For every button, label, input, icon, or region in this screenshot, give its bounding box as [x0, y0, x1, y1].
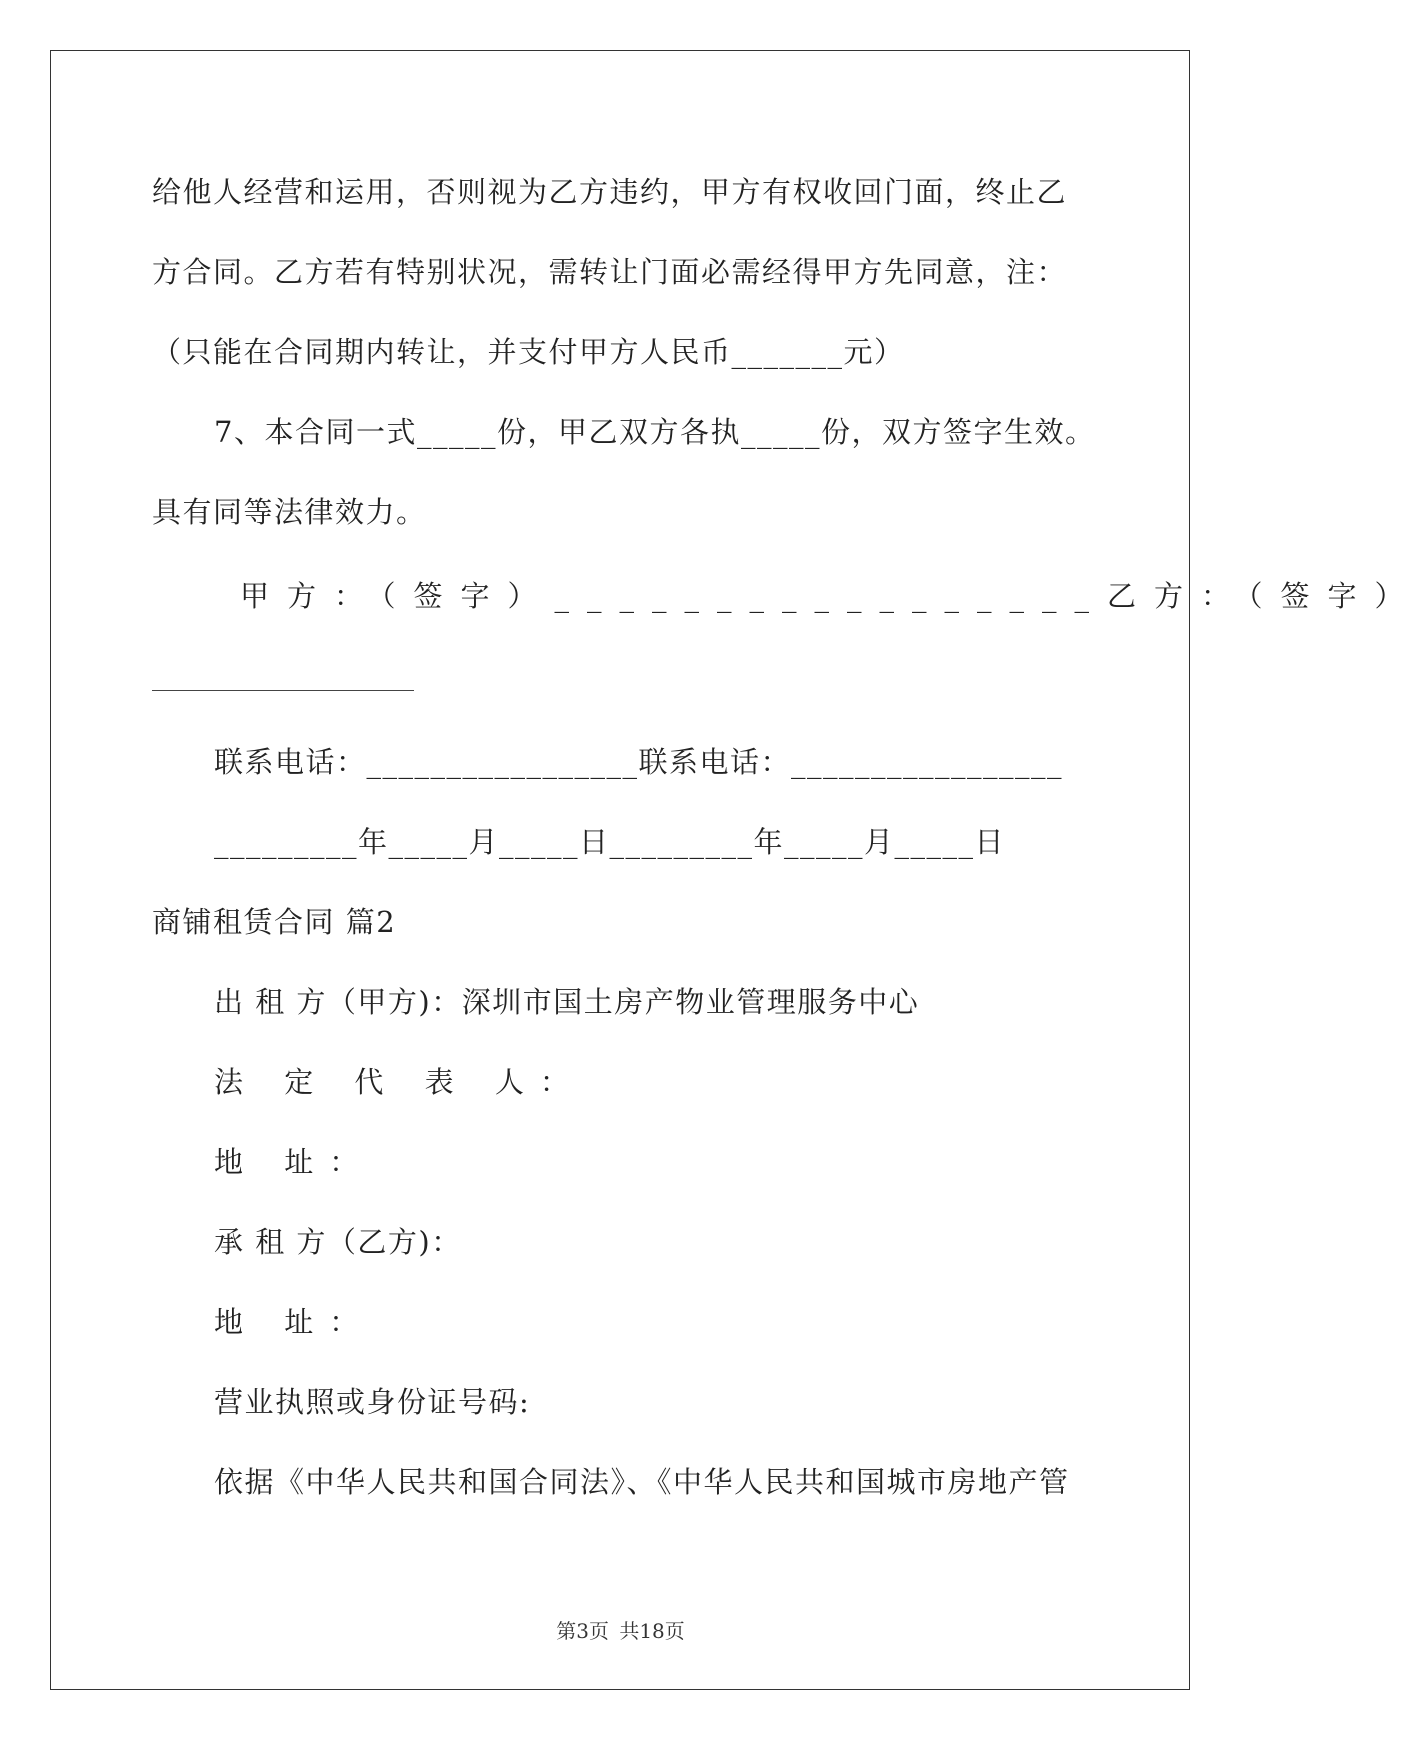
legal-rep-line: 法 定 代 表 人： [214, 1065, 585, 1099]
body-line-2: 方合同。乙方若有特别状况，需转让门面必需经得甲方先同意，注： [152, 255, 1068, 289]
legal-basis-line: 依据《中华人民共和国合同法》、《中华人民共和国城市房地产管 [214, 1465, 1070, 1499]
signature-blank [152, 690, 414, 691]
body-line-1: 给他人经营和运用，否则视为乙方违约，甲方有权收回门面，终止乙 [152, 175, 1068, 209]
section-title: 商铺租赁合同 篇2 [152, 905, 397, 939]
lessee-line: 承 租 方（乙方)： [214, 1225, 462, 1259]
lessor-line: 出 租 方（甲方)：深圳市国土房产物业管理服务中心 [214, 985, 920, 1019]
body-line-3: （只能在合同期内转让，并支付甲方人民币_______元） [152, 335, 905, 369]
license-id-line: 营业执照或身份证号码: [214, 1385, 531, 1419]
signature-line: 甲方：（签字）_________________乙方：（签字） [240, 579, 1422, 613]
lessee-address-line: 地 址： [214, 1305, 375, 1339]
lessor-address-line: 地 址： [214, 1145, 375, 1179]
body-line-5: 具有同等法律效力。 [152, 495, 427, 529]
page-number-footer: 第3页 共18页 [556, 1619, 685, 1643]
contact-phone-line: 联系电话：_________________联系电话：_________________ [214, 745, 1064, 779]
date-line: _________年_____月_____日_________年_____月_____日 [214, 825, 1006, 859]
page-border [50, 50, 1190, 1690]
body-line-4: 7、本合同一式_____份，甲乙双方各执_____份，双方签字生效。 [214, 415, 1096, 449]
